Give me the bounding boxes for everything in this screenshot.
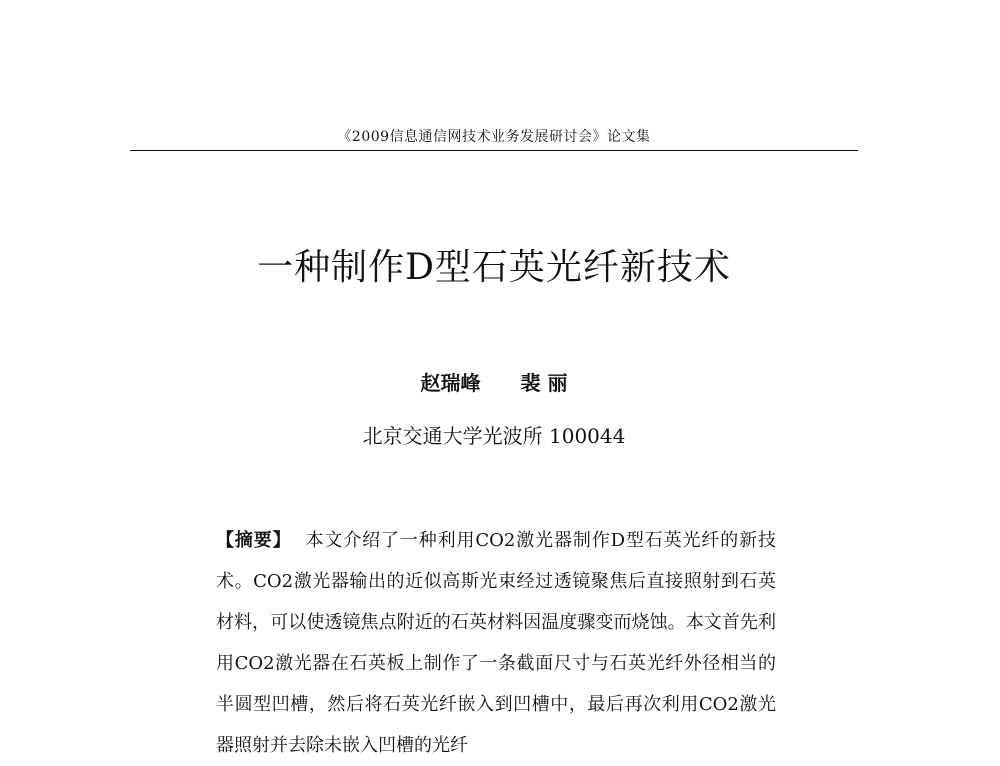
header-rule	[130, 150, 858, 151]
author-2: 裴 丽	[520, 371, 568, 395]
running-header: 《2009信息通信网技术业务发展研讨会》论文集	[337, 129, 651, 145]
abstract-text: 本文介绍了一种利用CO2激光器制作D型石英光纤的新技术。CO2激光器输出的近似高斯光束经过透镜聚焦后直接照射到石英材料，可以使透镜焦点附近的石英材料因温度骤变而烧蚀。本文首先利用CO2激光器在石英板上制作了一条截面尺寸与石英光纤外径相当的半圆型凹槽，然后将石英光纤嵌入到凹槽中，最后再次利用CO2激光器照射并去除未嵌入凹槽的光纤	[216, 530, 776, 756]
author-1: 赵瑞峰	[420, 371, 481, 395]
abstract-label: 【摘要】	[216, 530, 292, 551]
paper-title: 一种制作D型石英光纤新技术	[257, 247, 731, 288]
affiliation: 北京交通大学光波所 100044	[362, 424, 626, 448]
authors	[130, 370, 858, 396]
abstract	[216, 520, 776, 766]
